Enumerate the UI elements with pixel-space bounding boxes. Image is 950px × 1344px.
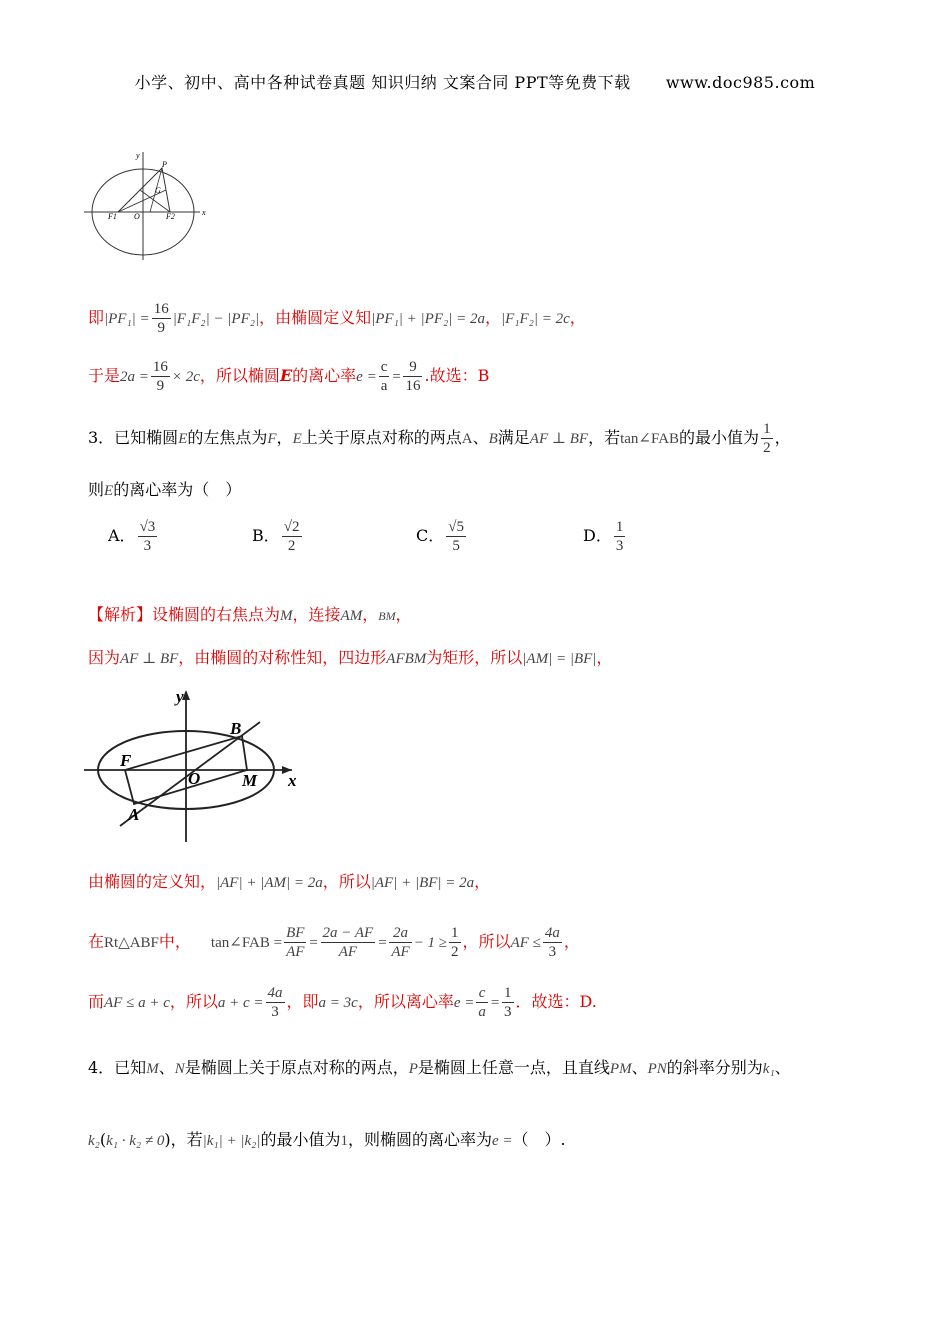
numerator: 1 <box>504 985 512 1001</box>
text: 的离心率为（ ） <box>113 480 242 499</box>
page-header <box>0 70 950 93</box>
header-url: www.doc985.com <box>665 73 816 92</box>
var: PM <box>609 1061 632 1077</box>
fraction <box>403 358 422 395</box>
text: ， <box>395 605 412 624</box>
text: 4．已知 <box>88 1058 147 1077</box>
question-3-line-2 <box>88 478 241 503</box>
var: N <box>174 1061 185 1077</box>
text: ， <box>362 605 379 624</box>
numerator: 4a <box>267 985 283 1001</box>
text: 的最小值为 <box>260 1130 341 1149</box>
option-a[interactable] <box>108 518 159 555</box>
numerator: BF <box>286 925 305 941</box>
formula: = <box>308 935 319 951</box>
fraction <box>379 358 390 395</box>
text: 设椭圆的右焦点为 <box>152 605 281 624</box>
formula: a = 3c <box>318 995 358 1011</box>
text: 是椭圆上关于原点对称的两点， <box>184 1058 409 1077</box>
denominator: 9 <box>157 320 165 336</box>
numerator: 16 <box>153 301 169 317</box>
text: .故选：B <box>424 366 490 385</box>
solution3-line-3 <box>88 870 490 895</box>
formula: AF ⊥ BF <box>120 651 179 667</box>
formula: |AF| + |BF| = 2a <box>370 875 475 891</box>
text: （ ）. <box>512 1130 566 1149</box>
numerator: √2 <box>283 519 300 535</box>
text: 的最小值为 <box>679 428 760 447</box>
formula: AF ⊥ BF <box>529 431 589 447</box>
denominator: AF <box>338 944 358 960</box>
numerator: √5 <box>448 519 464 535</box>
numerator: c <box>380 359 388 375</box>
text: 、 <box>472 428 489 447</box>
denominator: AF <box>286 944 305 960</box>
formula: × 2c <box>171 369 200 385</box>
formula: |AF| + |AM| = 2a <box>216 875 323 891</box>
fig2-label-b: B <box>230 719 242 738</box>
var: BM <box>378 609 396 623</box>
numerator: 9 <box>403 358 422 377</box>
triangle-pf1f2 <box>118 168 170 212</box>
text: ， <box>596 648 613 667</box>
formula: AF ≤ <box>510 935 541 951</box>
text: 3．已知椭圆 <box>88 428 179 447</box>
text: 满足 <box>497 428 530 447</box>
fraction <box>543 924 562 961</box>
formula: = <box>391 369 402 385</box>
text: 、 <box>631 1058 648 1077</box>
formula: |PF₁| = <box>104 311 150 327</box>
solution2-line-b <box>88 358 489 395</box>
text: 即 <box>88 308 105 327</box>
var: E <box>104 483 114 499</box>
denominator: 3 <box>143 538 152 554</box>
var: AFBM <box>386 651 427 667</box>
denominator: 3 <box>615 538 624 554</box>
question-4-line-1 <box>88 1056 791 1081</box>
text: 因为 <box>88 648 121 667</box>
figure-ellipse-2 <box>84 686 314 842</box>
formula: |PF₁| + |PF₂| = 2a <box>371 311 485 327</box>
var: A <box>461 431 473 447</box>
fraction <box>476 984 488 1021</box>
fraction <box>152 300 171 337</box>
formula: |F₁F₂| − |PF₂| <box>172 311 260 327</box>
denominator: 2 <box>763 440 771 456</box>
numerator: c <box>476 984 488 1003</box>
solution3-line-2 <box>88 646 612 671</box>
text: 于是 <box>88 366 121 385</box>
fig1-label-y: y <box>136 151 140 160</box>
solution3-line-1 <box>88 603 412 628</box>
text: 在 <box>88 932 105 951</box>
numerator: 4a <box>544 925 560 941</box>
fraction <box>282 518 302 555</box>
text: ，则椭圆的离心率为 <box>348 1130 493 1149</box>
var: 1 <box>340 1133 348 1149</box>
text: 的离心率 <box>292 366 357 385</box>
numerator: 1 <box>451 925 459 941</box>
numerator: 16 <box>152 359 168 375</box>
question-3-line-1 <box>88 420 791 457</box>
var: k₂ <box>88 1133 100 1149</box>
figure-ellipse-1 <box>82 148 217 260</box>
fig1-label-x: x <box>202 208 206 217</box>
denominator: a <box>380 378 388 394</box>
formula: |k₁| + |k₂| <box>202 1133 261 1149</box>
var: B <box>488 431 498 447</box>
option-label: C． <box>416 526 445 545</box>
fig1-label-o: O <box>134 212 140 221</box>
option-c[interactable] <box>416 518 468 555</box>
option-label: A． <box>108 526 136 545</box>
fraction <box>321 924 376 961</box>
fig2-label-y: y <box>176 687 184 706</box>
var: E <box>292 431 302 447</box>
text: 为矩形，所以 <box>426 648 523 667</box>
text: ，若 <box>588 428 621 447</box>
fig1-label-p: P <box>162 160 167 169</box>
text: ，所以 <box>169 992 218 1011</box>
option-d[interactable] <box>583 518 627 555</box>
fraction <box>151 358 170 395</box>
var: AM <box>340 608 363 624</box>
option-label: B． <box>252 526 280 545</box>
text: ．故选：D. <box>515 992 597 1011</box>
denominator: 2 <box>287 538 296 554</box>
denominator: 3 <box>271 1004 279 1020</box>
fraction <box>446 518 466 555</box>
var: M <box>280 608 293 624</box>
denominator: 5 <box>452 538 460 554</box>
text: ，所以 <box>322 872 371 891</box>
numerator: 2a − AF <box>322 925 374 941</box>
text: ，由椭圆定义知 <box>259 308 372 327</box>
formula: Rt△ABF <box>104 935 159 951</box>
formula: e = <box>492 1133 513 1149</box>
formula: AF ≤ a + c <box>104 995 170 1011</box>
denominator: 16 <box>405 378 421 394</box>
text: 则 <box>88 480 105 499</box>
numerator: √3 <box>139 519 156 535</box>
var: PN <box>647 1061 667 1077</box>
formula: a + c = <box>217 995 264 1011</box>
formula: e = <box>453 995 475 1011</box>
text: ，所以 <box>462 932 511 951</box>
var: M <box>146 1061 159 1077</box>
text: 、 <box>158 1058 175 1077</box>
text: 、 <box>774 1058 791 1077</box>
solution3-line-4 <box>88 924 580 961</box>
solution3-line-5 <box>88 984 597 1021</box>
formula: |F₁F₂| = 2c <box>500 311 570 327</box>
formula: |AM| = |BF| <box>522 651 597 667</box>
text: 由椭圆的定义知， <box>88 872 217 891</box>
formula: 2a = <box>120 369 149 385</box>
formula: k₁ · k₂ ≠ 0 <box>106 1133 165 1149</box>
variable-e: E <box>279 366 293 385</box>
numerator: 2a <box>389 924 411 943</box>
formula: = <box>489 995 500 1011</box>
text: ，连接 <box>292 605 341 624</box>
formula: tan∠FAB = <box>210 935 283 951</box>
text: ，由椭圆的对称性知，四边形 <box>178 648 387 667</box>
denominator: 3 <box>548 944 557 960</box>
text: 的斜率分别为 <box>666 1058 763 1077</box>
fraction <box>266 984 285 1021</box>
text: ( <box>99 1130 107 1149</box>
fraction-half <box>761 420 773 457</box>
analysis-tag: 【解析】 <box>88 605 153 624</box>
numerator: 1 <box>763 421 771 437</box>
text: ， <box>276 428 293 447</box>
text: 上关于原点对称的两点 <box>301 428 462 447</box>
fig2-label-m: M <box>242 771 258 790</box>
fraction <box>449 924 461 961</box>
fraction <box>284 924 306 961</box>
text: 是椭圆上任意一点，且直线 <box>417 1058 610 1077</box>
var: F <box>267 431 277 447</box>
fraction <box>138 518 158 555</box>
text: 而 <box>88 992 105 1011</box>
text: ，所以椭圆 <box>199 366 280 385</box>
var: E <box>178 431 188 447</box>
formula: − 1 ≥ <box>413 935 448 951</box>
denominator: 9 <box>156 378 165 394</box>
text: ，所以离心率 <box>357 992 454 1011</box>
fraction <box>614 518 626 555</box>
text: ， <box>563 932 580 951</box>
question-4-line-2 <box>88 1128 566 1153</box>
fig2-label-f: F <box>120 751 132 770</box>
formula: = <box>377 935 388 951</box>
var: k₁ <box>762 1061 775 1077</box>
denominator: 3 <box>504 1004 512 1020</box>
text: ，即 <box>286 992 319 1011</box>
denominator: a <box>478 1004 486 1020</box>
text: 中， <box>158 932 191 951</box>
formula: tan∠FAB <box>620 431 680 447</box>
fig2-label-x: x <box>288 771 297 790</box>
header-text: 小学、初中、高中各种试卷真题 知识归纳 文案合同 PPT等免费下载 <box>134 73 631 92</box>
formula: e = <box>356 369 377 385</box>
text: ， <box>774 428 791 447</box>
option-label: D． <box>583 526 612 545</box>
text: ， <box>484 308 501 327</box>
denominator: AF <box>391 944 410 960</box>
fraction <box>389 924 411 961</box>
fig1-label-f1: F1 <box>108 212 117 221</box>
var: P <box>408 1061 418 1077</box>
denominator: 2 <box>451 944 459 960</box>
fig2-label-a: A <box>128 805 140 824</box>
solution2-line-a <box>88 300 586 337</box>
text: 的左焦点为 <box>187 428 268 447</box>
numerator: 1 <box>615 519 624 535</box>
text: ， <box>474 872 491 891</box>
text: )，若 <box>164 1130 203 1149</box>
fig1-label-g: G <box>155 186 161 195</box>
fraction <box>502 984 514 1021</box>
text: ， <box>569 308 586 327</box>
fig2-label-o: O <box>188 769 201 788</box>
fig1-label-f2: F2 <box>166 212 175 221</box>
option-b[interactable] <box>252 518 304 555</box>
